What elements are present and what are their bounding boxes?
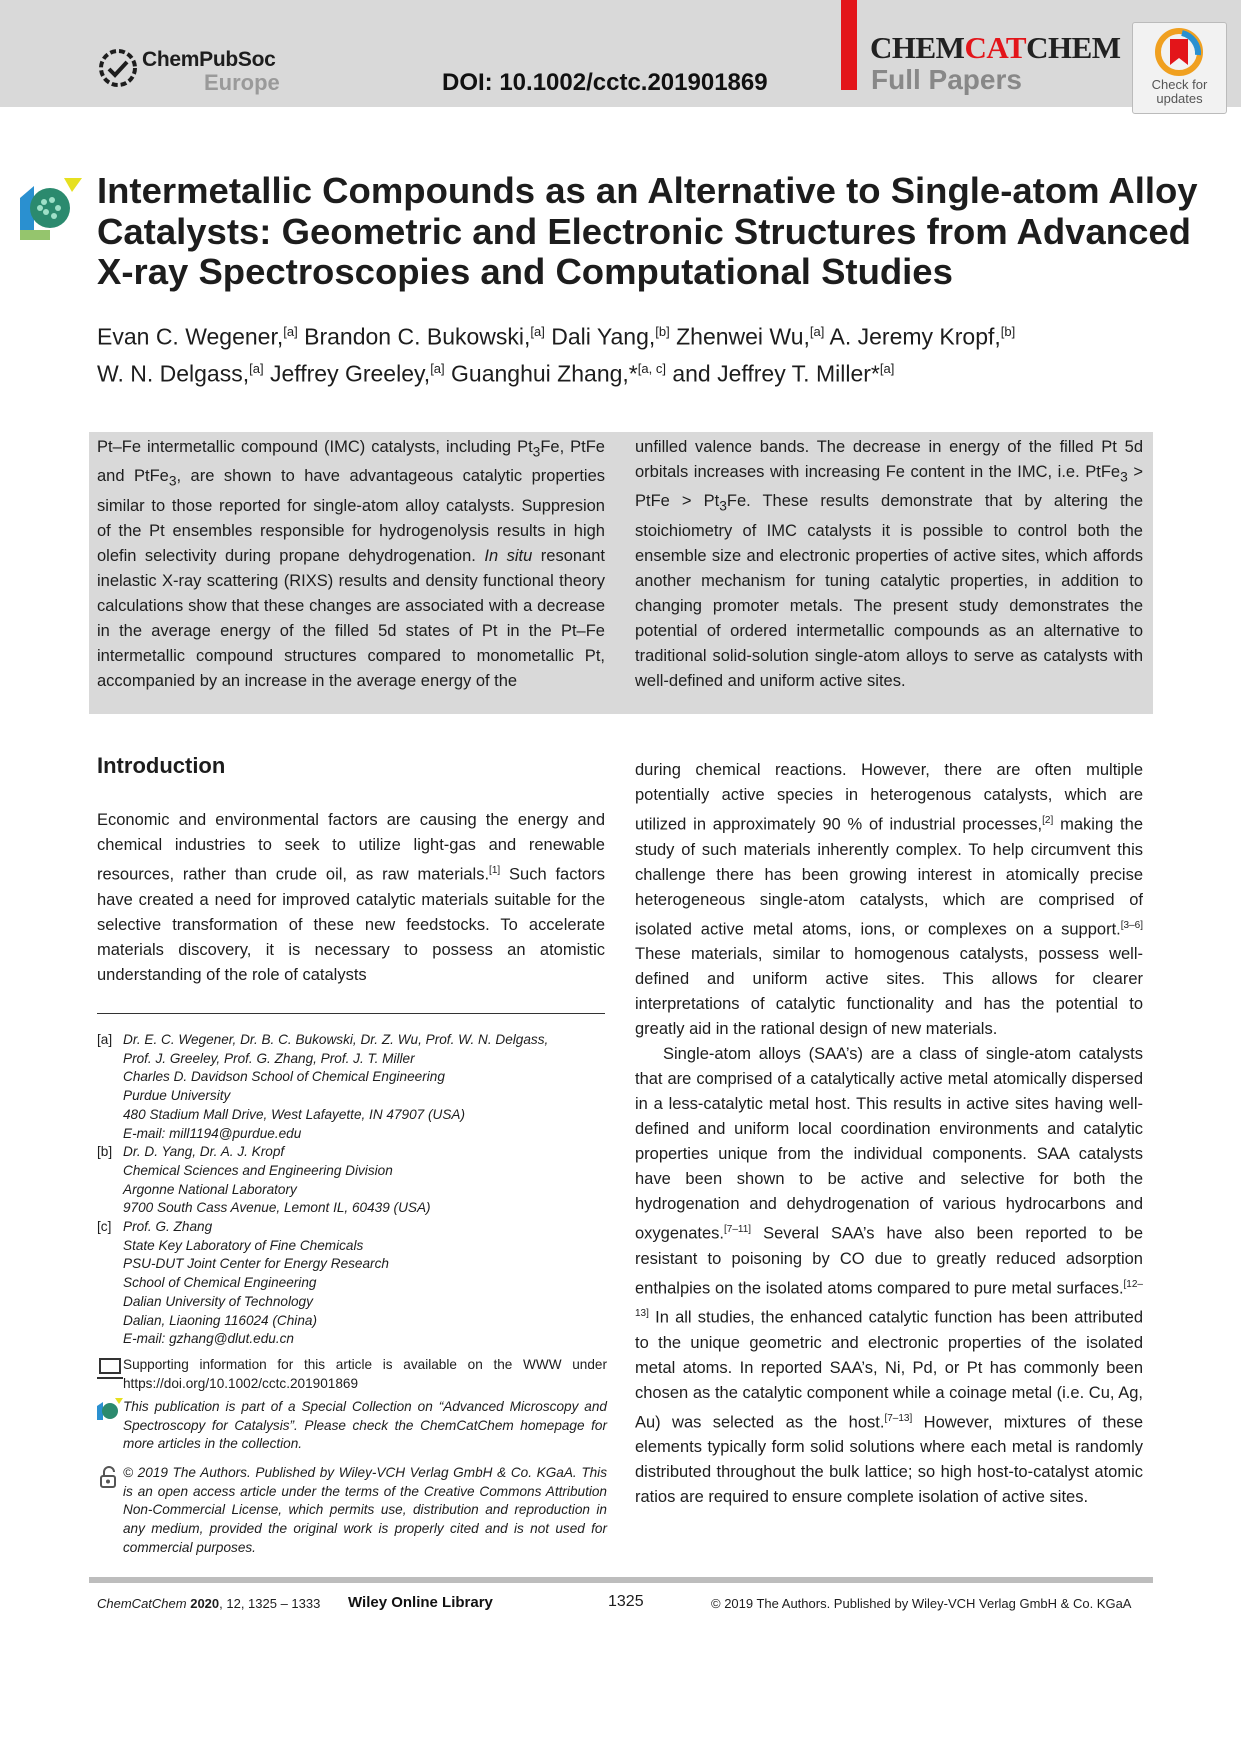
publisher-name: ChemPubSoc: [142, 48, 276, 71]
affiliation-tag: [a]: [97, 1032, 113, 1047]
check-for-updates-button[interactable]: [1132, 22, 1227, 114]
affiliation-line: 9700 South Cass Avenue, Lemont IL, 60439 (USA): [123, 1200, 431, 1216]
wiley-online-library-link[interactable]: Wiley Online Library: [348, 1594, 493, 1611]
author-affiliation-mark: [a]: [879, 360, 895, 376]
affiliation-line: Dr. D. Yang, Dr. A. J. Kropf: [123, 1144, 285, 1160]
doi[interactable]: DOI: 10.1002/cctc.201901869: [442, 69, 768, 96]
laptop-icon: [97, 1356, 123, 1382]
author-affiliation-mark: [a]: [430, 360, 445, 376]
author-affiliation-mark: [b]: [655, 324, 670, 339]
chempubsoc-logo[interactable]: [98, 44, 288, 96]
author-name: Evan C. Wegener,: [97, 323, 284, 350]
license-note: [97, 1464, 607, 1558]
author-name: Brandon C. Bukowski,: [304, 323, 531, 350]
affiliation-tag: [c]: [97, 1219, 112, 1235]
intro-paragraph-2: during chemical reactions. However, there are often multiple potentially active species in heterogenous catalysts, which are utilized in approximately 90 % of industrial processes,[2] making the study of such materials inherently complex. To help circumvent this challenge there has been growing interest in atomically precise heterogeneous single-atom catalysts, which are comprised of isolated active metal atoms, ions, or complexes on a support.[3–6] These materials, similar to homogenous catalysts, possess well-defined and uniform active sites. This allows for clearer interpretations of catalytic functionality and has the potential to greatly aid in the rational design of new materials.: [635, 761, 1143, 1038]
introduction-left-column: [97, 808, 605, 988]
author-name: Guanghui Zhang,*: [451, 360, 638, 387]
author-name: Zhenwei Wu,: [676, 323, 810, 350]
affiliation-line: E-mail: mill1194@purdue.edu: [123, 1125, 302, 1141]
affiliation-line: E-mail: gzhang@dlut.edu.cn: [123, 1331, 294, 1347]
affiliation-line: Prof. G. Zhang: [123, 1219, 213, 1235]
bookmark-icon: [1154, 27, 1204, 77]
article-section: Full Papers: [871, 64, 1022, 95]
journal-title: [870, 30, 1121, 66]
affiliation-line: School of Chemical Engineering: [123, 1275, 317, 1291]
abstract-right: unfilled valence bands. The decrease in energy of the filled Pt 5d orbitals increases with increasing Fe content in the IMC, i.e. PtFe$_3$ > PtFe > $Pt_3Fe$. These results demonstrate that by altering the stoichiometry of IMC catalysts it is possible to control both the ensemble size and electronic properties of active sites, which affords another mechanism for tuning catalytic properties, in addition to changing promoter metals. The present study demonstrates the potential of ordered intermetallic compounds as an alternative to traditional solid-solution single-atom alloys to serve as catalysts with well-defined and uniform active sites.: [635, 438, 1143, 690]
affiliation-line: PSU-DUT Joint Center for Energy Research: [123, 1256, 389, 1272]
journal-title-part3: CHEM: [1026, 30, 1121, 65]
footer-year: 2020: [190, 1596, 220, 1611]
check-updates-line2: updates: [1156, 91, 1203, 106]
supporting-info-text: Supporting information for this article is available on the WWW under https://doi.org/10.1002/cctc.201901869: [123, 1357, 607, 1391]
open-access-icon: [97, 1464, 123, 1490]
affiliation-line: Dr. E. C. Wegener, Dr. B. C. Bukowski, Dr. Z. Wu, Prof. W. N. Delgass,: [123, 1032, 549, 1047]
author-name: W. N. Delgass,: [97, 360, 250, 387]
abstract-left: Pt–Fe intermetallic compound (IMC) catalysts, including $Pt_3Fe$, PtFe and PtFe$_3$, are shown to have advantageous catalytic properties similar to those reported for single-atom alloy catalysts. Suppresion of the Pt ensembles responsible for hydrogenolysis results in high olefin selectivity during propane dehydrogenation. In situ resonant inelastic X-ray scattering (RIXS) results and density functional theory calculations show that these changes are associated with a decrease in the average energy of the filled 5d states of Pt in the Pt–Fe intermetallic compound structures compared to monometallic Pt, accompanied by an increase in the average energy of the: [97, 438, 606, 690]
affiliation-line: Purdue University: [123, 1088, 231, 1104]
affiliation-line: Charles D. Davidson School of Chemical Engineering: [123, 1069, 445, 1085]
author-list: [97, 316, 1227, 389]
author-affiliation-mark: [a, c]: [637, 360, 666, 376]
author-affiliation-mark: [a]: [809, 324, 825, 339]
check-updates-line1: Check for: [1151, 77, 1208, 92]
article-title: Intermetallic Compounds as an Alternative to Single-atom Alloy Catalysts: Geometric and Electronic Structures from Advanced X-ray Spectroscopies and Computational Studies: [97, 170, 1198, 292]
journal-accent-bar: [841, 0, 857, 90]
footer-copyright: © 2019 The Authors. Published by Wiley-VCH Verlag GmbH & Co. KGaA: [711, 1596, 1132, 1611]
introduction-right-column: [635, 758, 1143, 1510]
journal-title-part1: CHEM: [870, 30, 965, 65]
author-name: A. Jeremy Kropf,: [829, 323, 1001, 350]
special-collection-text: This publication is part of a Special Collection on “Advanced Microscopy and Spectroscopy for Catalysis”. Please check the ChemCatChem homepage for more articles in the collection.: [123, 1399, 607, 1452]
footer-rule: [89, 1577, 1153, 1583]
affiliation-entry: [97, 1218, 607, 1349]
special-collection-note: [97, 1398, 607, 1454]
affiliation-line: Prof. J. Greeley, Prof. G. Zhang, Prof. J. T. Miller: [123, 1050, 415, 1066]
affiliation-line: Dalian University of Technology: [123, 1293, 313, 1309]
footnote-divider: [97, 1013, 605, 1014]
affiliation-line: Chemical Sciences and Engineering Division: [123, 1162, 393, 1178]
affiliation-line: Argonne National Laboratory: [123, 1181, 297, 1197]
affiliation-tag: [b]: [97, 1144, 113, 1160]
affiliation-line: Dalian, Liaoning 116024 (China): [123, 1312, 317, 1328]
affiliation-entry: [97, 1143, 607, 1218]
footer-volume-pages: , 12, 1325 – 1333: [219, 1596, 321, 1611]
author-affiliation-mark: [b]: [1000, 324, 1016, 339]
affiliation-entry: [97, 1031, 607, 1143]
journal-title-part2: CAT: [964, 30, 1027, 65]
author-name: Jeffrey Greeley,: [269, 360, 431, 387]
author-affiliation-mark: [a]: [283, 324, 298, 339]
affiliation-line: 480 Stadium Mall Drive, West Lafayette, IN 47907 (USA): [123, 1106, 466, 1122]
special-collection-small-icon: [97, 1398, 123, 1424]
supporting-info-note[interactable]: [97, 1356, 607, 1393]
publisher-region: Europe: [204, 70, 280, 95]
page-number: 1325: [608, 1593, 644, 1610]
intro-paragraph-1: Economic and environmental factors are causing the energy and chemical industries to seek to utilize light-gas and renewable resources, rather than crude oil, as raw materials.[1] Such factors have created a need for improved catalytic materials suitable for the selective transformation of these new feedstocks. To accelerate materials discovery, it is necessary to possess an atomistic understanding of the role of catalysts: [97, 811, 605, 984]
affiliation-line: State Key Laboratory of Fine Chemicals: [123, 1237, 364, 1253]
intro-paragraph-3: Single-atom alloys (SAA’s) are a class of single-atom catalysts that are comprised of a catalytically active metal atomically dispersed in a less-catalytic metal host. This results in active sites having well-defined and uniform local coordination environments and catalytic properties unique from the individual components. SAA catalysts have been shown to be active and selective for both the hydrogenation and dehydrogenation of various hydrocarbons and oxygenates.[7–11] Several SAA’s have also been reported to be resistant to poisoning by CO due to greatly reduced adsorption enthalpies on the isolated atoms compared to pure metal surfaces.[12–13] In all studies, the enhanced catalytic function has been attributed to the unique geometric and electronic properties of the isolated metal atoms. In reported SAA’s, Ni, Pd, or Pt has commonly been chosen as the catalytic component while a coinage metal (i.e. Cu, Ag, Au) was selected as the host.[7–13] However, mixtures of these elements typically form solid solutions where each metal is randomly distributed throughout the bulk lattice; so high host-to-catalyst atomic ratios are required to ensure complete isolation of active sites.: [635, 1045, 1144, 1506]
special-collection-icon: [20, 178, 82, 240]
author-affiliation-mark: [a]: [530, 324, 545, 339]
author-name: and Jeffrey T. Miller*: [672, 360, 880, 387]
license-text: © 2019 The Authors. Published by Wiley-VCH Verlag GmbH & Co. KGaA. This is an open access article under the terms of the Creative Commons Attribution Non-Commercial License, which permits use, distribution and reproduction in any medium, provided the original work is properly cited and is not used for commercial purposes.: [123, 1465, 607, 1555]
footer-journal: ChemCatChem: [97, 1596, 187, 1611]
footer-citation: [97, 1596, 320, 1611]
author-affiliation-mark: [a]: [249, 360, 264, 376]
author-name: Dali Yang,: [551, 323, 656, 350]
affiliations: [97, 1031, 607, 1349]
introduction-heading: Introduction: [97, 753, 226, 778]
globe-icon: [98, 48, 138, 88]
